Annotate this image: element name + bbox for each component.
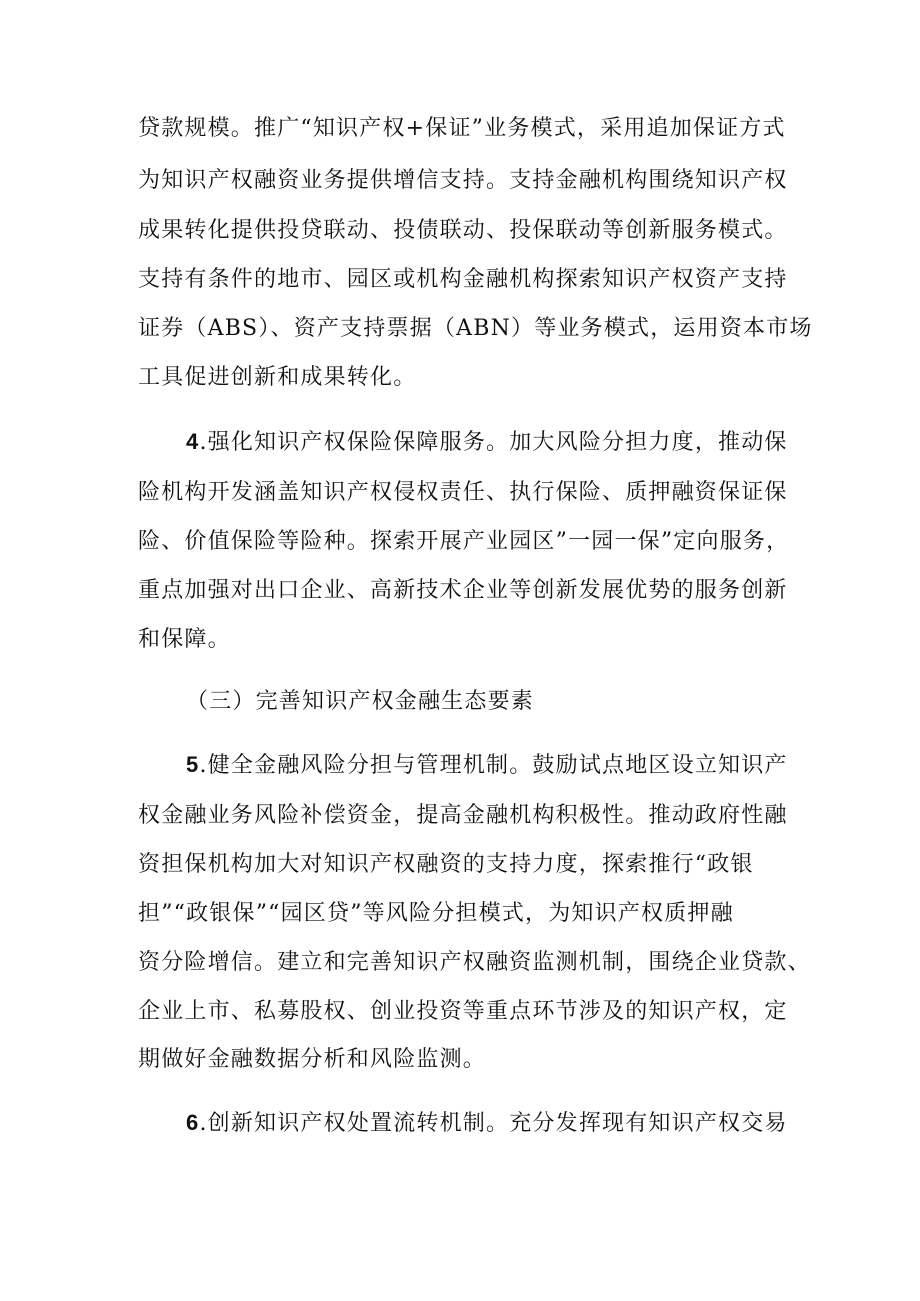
item-text: .健全金融风险分担与管理机制。鼓励试点地区设立知识产: [199, 753, 788, 778]
paragraph-line: 工具促进创新和成果转化。: [138, 365, 417, 390]
paragraph-line: 权金融业务风险补偿资金，提高金融机构积极性。推动政府性融: [138, 803, 788, 828]
paragraph-line: 成果转化提供投贷联动、投债联动、投保联动等创新服务模式。: [138, 218, 788, 243]
item-5-first-line: [186, 750, 788, 780]
paragraph-line: 担”“政银保”“园区贷”等风险分担模式，为知识产权质押融: [138, 901, 734, 926]
paragraph-line: 支持有条件的地市、园区或机构金融机构探索知识产权资产支持: [138, 267, 788, 292]
paragraph-line: 资分险增信。建立和完善知识产权融资监测机制，围绕企业贷款、: [138, 950, 811, 975]
item-4-first-line: [186, 427, 788, 457]
paragraph-line: 重点加强对出口企业、高新技术企业等创新发展优势的服务创新: [138, 578, 788, 603]
item-text: .强化知识产权保险保障服务。加大风险分担力度，推动保: [199, 430, 788, 455]
item-number: 4: [186, 429, 200, 454]
section-heading: （三）完善知识产权金融生态要素: [186, 689, 535, 714]
paragraph-line: 险、价值保险等险种。探索开展产业园区”一园一保”定向服务，: [138, 529, 790, 554]
item-6-first-line: [186, 1108, 788, 1138]
item-number: 6: [186, 1110, 200, 1135]
paragraph-line: 企业上市、私募股权、创业投资等重点环节涉及的知识产权，定: [138, 999, 788, 1024]
item-number: 5: [186, 752, 200, 777]
paragraph-line: 期做好金融数据分析和风险监测。: [138, 1047, 487, 1072]
paragraph-line: 险机构开发涵盖知识产权侵权责任、执行保险、质押融资保证保: [138, 480, 788, 505]
paragraph-line: 贷款规模。推广“知识产权+保证”业务模式，采用追加保证方式: [138, 116, 786, 141]
paragraph-line: 证券（ABS）、资产支持票据（ABN）等业务模式，运用资本市场: [138, 316, 813, 341]
item-text: .创新知识产权处置流转机制。充分发挥现有知识产权交易: [199, 1111, 788, 1136]
paragraph-line: 为知识产权融资业务提供增信支持。支持金融机构围绕知识产权: [138, 168, 788, 193]
paragraph-line: 资担保机构加大对知识产权融资的支持力度，探索推行“政银: [138, 852, 754, 877]
paragraph-line: 和保障。: [138, 627, 231, 652]
